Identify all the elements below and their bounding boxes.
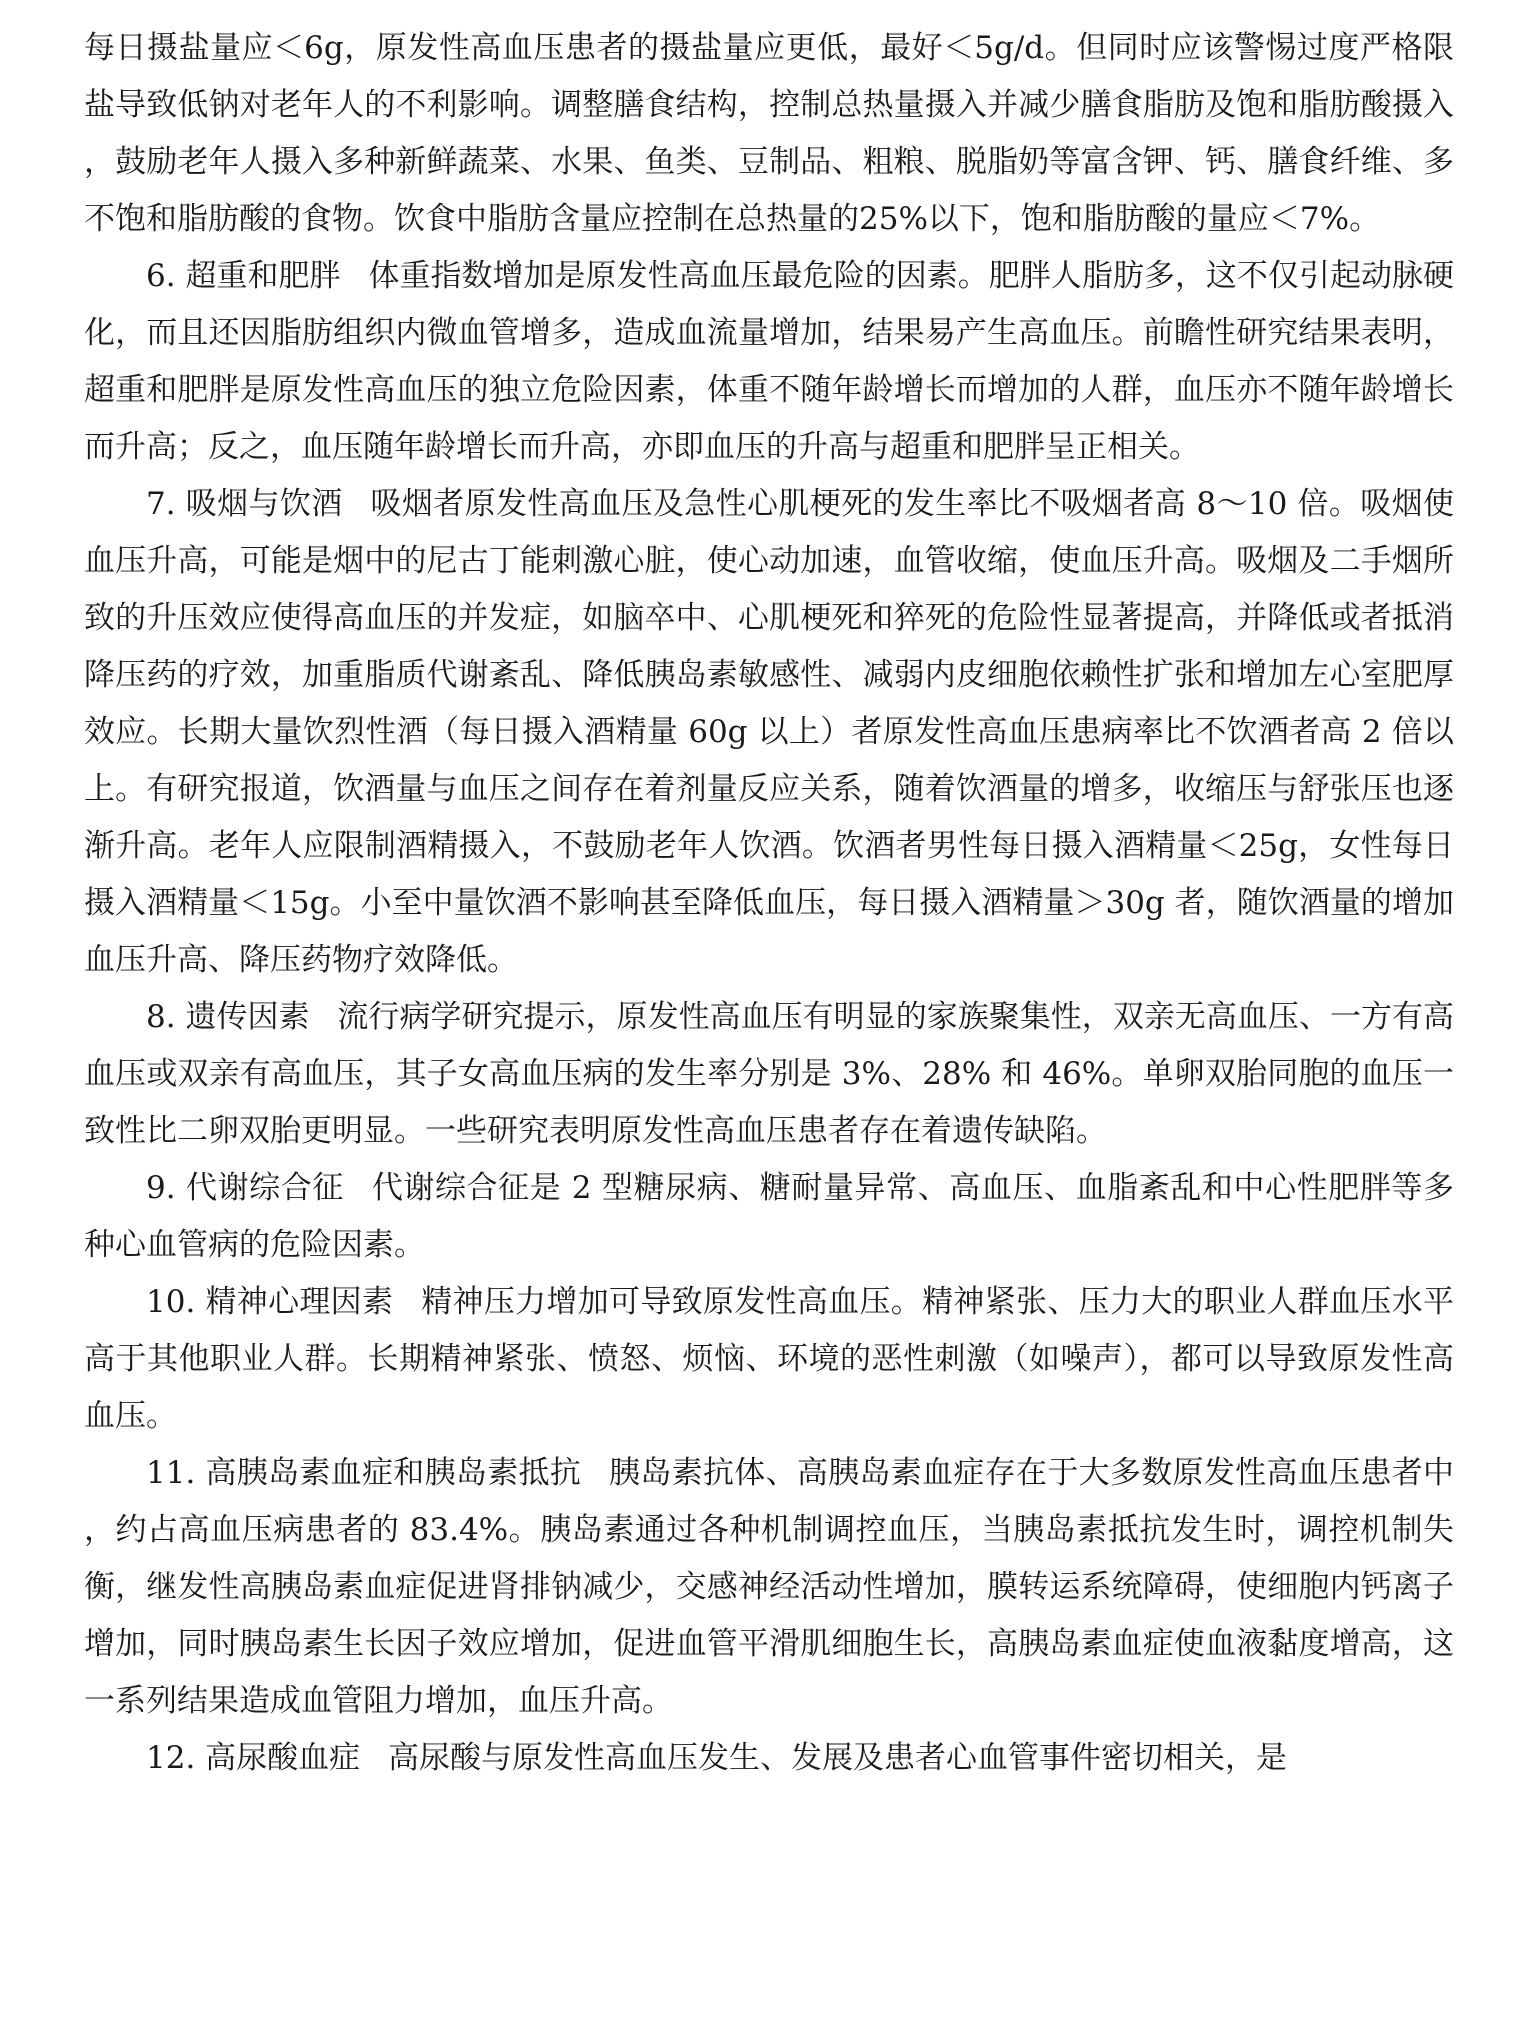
paragraph-body: 代谢综合征是 2 型糖尿病、糖耐量异常、高血压、血脂紊乱和中心性肥胖等多种心血管病的危险因素。 xyxy=(84,1170,1454,1263)
paragraph-salt-intake xyxy=(84,20,1454,248)
section-heading: 6. 超重和肥胖 xyxy=(146,258,341,294)
paragraph-body: 吸烟者原发性高血压及急性心肌梗死的发生率比不吸烟者高 8～10 倍。吸烟使血压升高，可能是烟中的尼古丁能刺激心脏，使心动加速，血管收缩，使血压升高。吸烟及二手烟所致的升压效应使得高血压的并发症，如脑卒中、心肌梗死和猝死的危险性显著提高，并降低或者抵消降压药的疗效，加重脂质代谢紊乱、降低胰岛素敏感性、减弱内皮细胞依赖性扩张和增加左心室肥厚效应。长期大量饮烈性酒（每日摄入酒精量 60g 以上）者原发性高血压患病率比不饮酒者高 2 倍以上。有研究报道，饮酒量与血压之间存在着剂量反应关系，随着饮酒量的增多，收缩压与舒张压也逐渐升高。老年人应限制酒精摄入，不鼓励老年人饮酒。饮酒者男性每日摄入酒精量＜25g，女性每日摄入酒精量＜15g。小至中量饮酒不影响甚至降低血压，每日摄入酒精量＞30g 者，随饮酒量的增加血压升高、降压药物疗效降低。 xyxy=(84,486,1454,978)
paragraph-body: 每日摄盐量应＜6g，原发性高血压患者的摄盐量应更低，最好＜5g/d。但同时应该警惕过度严格限盐导致低钠对老年人的不利影响。调整膳食结构，控制总热量摄入并减少膳食脂肪及饱和脂肪酸摄入，鼓励老年人摄入多种新鲜蔬菜、水果、鱼类、豆制品、粗粮、脱脂奶等富含钾、钙、膳食纤维、多不饱和脂肪酸的食物。饮食中脂肪含量应控制在总热量的25%以下，饱和脂肪酸的量应＜7%。 xyxy=(84,30,1454,237)
paragraph-smoking-drinking xyxy=(84,476,1454,989)
paragraph-hyperuricemia xyxy=(84,1730,1454,1787)
paragraph-psychological-factors xyxy=(84,1274,1454,1445)
section-heading: 8. 遗传因素 xyxy=(146,999,310,1035)
section-heading: 7. 吸烟与饮酒 xyxy=(146,486,343,522)
paragraph-body: 体重指数增加是原发性高血压最危险的因素。肥胖人脂肪多，这不仅引起动脉硬化，而且还因脂肪组织内微血管增多，造成血流量增加，结果易产生高血压。前瞻性研究结果表明，超重和肥胖是原发性高血压的独立危险因素，体重不随年龄增长而增加的人群，血压亦不随年龄增长而升高；反之，血压随年龄增长而升高，亦即血压的升高与超重和肥胖呈正相关。 xyxy=(84,258,1455,465)
paragraph-body: 精神压力增加可导致原发性高血压。精神紧张、压力大的职业人群血压水平高于其他职业人群。长期精神紧张、愤怒、烦恼、环境的恶性刺激（如噪声），都可以导致原发性高血压。 xyxy=(84,1284,1455,1434)
paragraph-body: 流行病学研究提示，原发性高血压有明显的家族聚集性，双亲无高血压、一方有高血压或双亲有高血压，其子女高血压病的发生率分别是 3%、28% 和 46%。单卵双胎同胞的血压一致性比二卵双胎更明显。一些研究表明原发性高血压患者存在着遗传缺陷。 xyxy=(84,999,1454,1149)
paragraph-body: 胰岛素抗体、高胰岛素血症存在于大多数原发性高血压患者中，约占高血压病患者的 83.4%。胰岛素通过各种机制调控血压，当胰岛素抵抗发生时，调控机制失衡，继发性高胰岛素血症促进肾排钠减少，交感神经活动性增加，膜转运系统障碍，使细胞内钙离子增加，同时胰岛素生长因子效应增加，促进血管平滑肌细胞生长，高胰岛素血症使血液黏度增高，这一系列结果造成血管阻力增加，血压升高。 xyxy=(84,1455,1454,1719)
document-page xyxy=(84,20,1454,1787)
paragraph-insulin-resistance xyxy=(84,1445,1454,1730)
section-heading: 11. 高胰岛素血症和胰岛素抵抗 xyxy=(146,1455,582,1491)
section-heading: 9. 代谢综合征 xyxy=(146,1170,344,1206)
paragraph-overweight-obesity xyxy=(84,248,1454,476)
paragraph-metabolic-syndrome xyxy=(84,1160,1454,1274)
section-heading: 10. 精神心理因素 xyxy=(146,1284,394,1320)
paragraph-body: 高尿酸与原发性高血压发生、发展及患者心血管事件密切相关，是 xyxy=(388,1740,1288,1776)
section-heading: 12. 高尿酸血症 xyxy=(146,1740,361,1776)
paragraph-genetic-factors xyxy=(84,989,1454,1160)
